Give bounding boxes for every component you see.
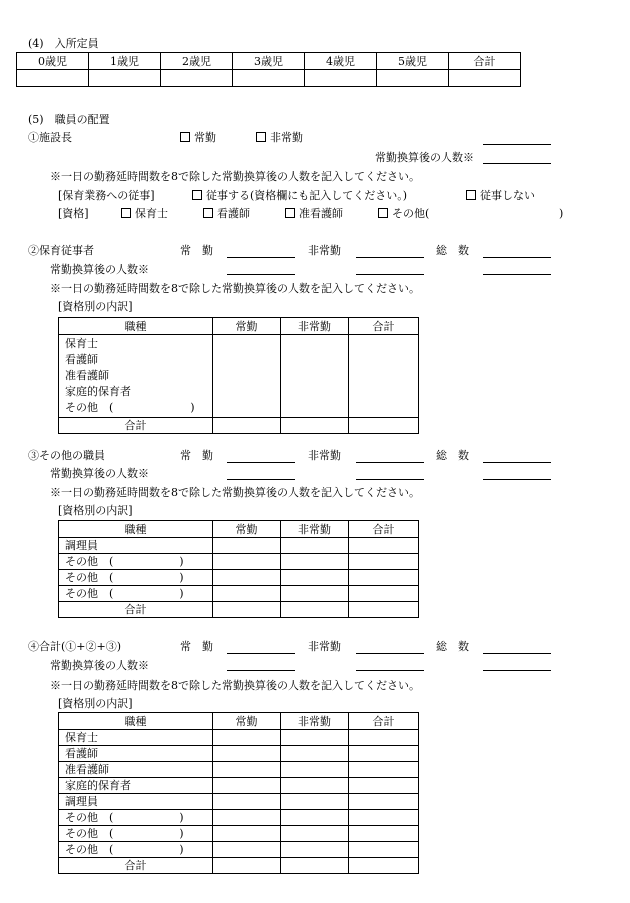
other-label: ③その他の職員 [28,449,105,462]
total-cell[interactable] [349,762,419,778]
sum-converted-total-field[interactable] [483,670,551,671]
table-row [59,730,419,746]
parttime-cell[interactable] [281,794,349,810]
total-row-label: 合計 [59,858,213,874]
job-name: 保育士 [59,730,213,746]
childcare-converted-parttime-field[interactable] [356,274,424,275]
fulltime-cell[interactable] [213,842,281,858]
capacity-col-2: 2歳児 [161,53,233,70]
other-converted-fulltime-field[interactable] [227,479,295,480]
col-total: 合計 [349,521,419,538]
parttime-cell[interactable] [281,842,349,858]
capacity-input-2[interactable] [161,70,233,87]
job-name: 看護師 [65,353,98,366]
childcare-note: ※一日の勤務延時間数を8で除した常勤換算後の人数を記入してください。 [50,282,420,295]
fulltime-cell[interactable] [213,762,281,778]
childcare-label: ②保育従事者 [28,244,94,257]
capacity-col-0: 0歳児 [17,53,89,70]
director-fulltime-option[interactable]: 常勤 [180,131,216,145]
job-name: 看護師 [59,746,213,762]
fulltime-cell[interactable] [213,730,281,746]
capacity-heading: (4) 入所定員 [28,37,99,50]
childcare-fulltime-field[interactable] [227,257,295,258]
childcare-fulltime-cell[interactable] [213,335,281,418]
table-header-row [59,521,419,538]
checkbox-icon[interactable] [466,190,476,200]
col-fulltime: 常勤 [213,713,281,730]
childcare-converted-fulltime-field[interactable] [227,274,295,275]
childcare-total-cell[interactable] [349,335,419,418]
fulltime-cell[interactable] [213,778,281,794]
sum-fulltime-label: 常 勤 [180,640,213,653]
fulltime-cell[interactable] [213,554,281,570]
director-converted-field[interactable] [483,163,551,164]
fulltime-cell[interactable] [213,570,281,586]
table-row [59,778,419,794]
parttime-cell[interactable] [281,538,349,554]
capacity-table [16,52,521,87]
parttime-cell[interactable] [281,762,349,778]
fulltime-cell[interactable] [213,746,281,762]
sum-converted-label: 常勤換算後の人数※ [50,659,149,672]
other-parttime-field[interactable] [356,462,424,463]
sum-converted-parttime-field[interactable] [356,670,424,671]
capacity-col-3: 3歳児 [233,53,305,70]
sum-total-field[interactable] [483,653,551,654]
table-row [59,842,419,858]
table-row [59,586,419,602]
capacity-col-total: 合計 [449,53,521,70]
sum-note: ※一日の勤務延時間数を8で除した常勤換算後の人数を記入してください。 [50,679,420,692]
checkbox-icon[interactable] [285,208,295,218]
sum-breakdown-label: [資格別の内訳] [58,697,133,710]
other-parttime-label: 非常勤 [308,449,341,462]
total-parttime-cell[interactable] [281,858,349,874]
director-converted-label: 常勤換算後の人数※ [375,151,474,164]
director-qual-label: [資格] [58,207,89,220]
fulltime-cell[interactable] [213,826,281,842]
total-cell[interactable] [349,826,419,842]
total-cell[interactable] [349,810,419,826]
childcare-total-label: 総 数 [436,244,469,257]
parttime-cell[interactable] [281,586,349,602]
table-header-row [59,713,419,730]
other-fulltime-label: 常 勤 [180,449,213,462]
total-total-cell[interactable] [349,602,419,618]
table-row [59,602,419,618]
total-total-cell[interactable] [349,418,419,434]
total-cell[interactable] [349,570,419,586]
parttime-cell[interactable] [281,826,349,842]
capacity-input-1[interactable] [89,70,161,87]
col-job: 職種 [59,713,213,730]
table-row [59,538,419,554]
total-total-cell[interactable] [349,858,419,874]
col-job: 職種 [59,521,213,538]
director-note: ※一日の勤務延時間数を8で除した常勤換算後の人数を記入してください。 [50,170,420,183]
job-name: 准看護師 [59,762,213,778]
total-fulltime-cell[interactable] [213,602,281,618]
director-label: ①施設長 [28,131,72,144]
checkbox-icon[interactable] [121,208,131,218]
parttime-cell[interactable] [281,746,349,762]
table-row [59,858,419,874]
capacity-input-row [17,70,521,87]
col-total: 合計 [349,318,419,335]
sum-converted-fulltime-field[interactable] [227,670,295,671]
total-fulltime-cell[interactable] [213,858,281,874]
job-name: 准看護師 [65,369,109,382]
job-name: 家庭的保育者 [65,385,131,398]
director-duty-yes-option[interactable]: 従事する(資格欄にも記入してください。) [192,189,407,203]
table-row [59,570,419,586]
childcare-job-list [59,335,213,418]
sum-parttime-field[interactable] [356,653,424,654]
job-name: 調理員 [59,794,213,810]
other-note: ※一日の勤務延時間数を8で除した常勤換算後の人数を記入してください。 [50,486,420,499]
checkbox-icon[interactable] [192,190,202,200]
other-converted-total-field[interactable] [483,479,551,480]
qual-option-other[interactable]: その他( [378,207,429,221]
total-cell[interactable] [349,730,419,746]
job-name: その他 ( ) [59,554,213,570]
total-cell[interactable] [349,842,419,858]
parttime-cell[interactable] [281,730,349,746]
parttime-cell[interactable] [281,810,349,826]
capacity-header-row [17,53,521,70]
qual-option-assistant-nurse[interactable]: 准看護師 [285,207,343,221]
total-cell[interactable] [349,794,419,810]
director-duty-no-option[interactable]: 従事しない [466,189,535,203]
table-row [59,554,419,570]
childcare-parttime-cell[interactable] [281,335,349,418]
table-row [59,794,419,810]
job-name: その他 ( ) [59,810,213,826]
fulltime-cell[interactable] [213,586,281,602]
total-parttime-cell[interactable] [281,602,349,618]
other-breakdown-label: [資格別の内訳] [58,504,133,517]
parttime-cell[interactable] [281,554,349,570]
childcare-breakdown-table [58,317,419,434]
capacity-input-5[interactable] [377,70,449,87]
director-count-field[interactable] [483,144,551,145]
checkbox-icon[interactable] [256,132,266,142]
parttime-cell[interactable] [281,570,349,586]
sum-breakdown-table [58,712,419,874]
capacity-input-total[interactable] [449,70,521,87]
childcare-breakdown-label: [資格別の内訳] [58,300,133,313]
job-name: その他 ( ) [59,570,213,586]
sum-total-label: 総 数 [436,640,469,653]
fulltime-cell[interactable] [213,810,281,826]
sum-fulltime-field[interactable] [227,653,295,654]
other-converted-label: 常勤換算後の人数※ [50,467,149,480]
checkbox-icon[interactable] [378,208,388,218]
other-fulltime-field[interactable] [227,462,295,463]
childcare-total-field[interactable] [483,257,551,258]
childcare-fulltime-label: 常 勤 [180,244,213,257]
childcare-converted-total-field[interactable] [483,274,551,275]
checkbox-icon[interactable] [180,132,190,142]
sum-parttime-label: 非常勤 [308,640,341,653]
capacity-col-4: 4歳児 [305,53,377,70]
job-name: その他 ( ) [59,826,213,842]
table-row [59,762,419,778]
capacity-input-4[interactable] [305,70,377,87]
other-total-field[interactable] [483,462,551,463]
total-cell[interactable] [349,554,419,570]
job-name: その他 ( ) [65,401,195,414]
job-name: その他 ( ) [59,586,213,602]
childcare-parttime-field[interactable] [356,257,424,258]
childcare-converted-label: 常勤換算後の人数※ [50,263,149,276]
job-name: その他 ( ) [59,842,213,858]
qual-option-nursery[interactable]: 保育士 [121,207,168,221]
parttime-cell[interactable] [281,778,349,794]
other-total-label: 総 数 [436,449,469,462]
sum-label: ④合計(①+②+③) [28,640,122,653]
col-parttime: 非常勤 [281,318,349,335]
director-parttime-option[interactable]: 非常勤 [256,131,303,145]
job-name: 調理員 [59,538,213,554]
col-fulltime: 常勤 [213,318,281,335]
col-parttime: 非常勤 [281,521,349,538]
qual-other-close: ) [559,207,564,220]
total-fulltime-cell[interactable] [213,418,281,434]
staffing-heading: (5) 職員の配置 [28,113,110,126]
total-row-label: 合計 [59,418,213,434]
fulltime-cell[interactable] [213,538,281,554]
director-duty-label: [保育業務への従事] [58,189,155,202]
col-job: 職種 [59,318,213,335]
total-parttime-cell[interactable] [281,418,349,434]
capacity-col-1: 1歳児 [89,53,161,70]
other-converted-parttime-field[interactable] [356,479,424,480]
table-row [59,418,419,434]
col-fulltime: 常勤 [213,521,281,538]
job-name: 保育士 [65,337,98,350]
total-cell[interactable] [349,586,419,602]
total-row-label: 合計 [59,602,213,618]
table-row [59,826,419,842]
total-cell[interactable] [349,778,419,794]
table-row [59,335,419,418]
capacity-input-0[interactable] [17,70,89,87]
table-row [59,746,419,762]
job-name: 家庭的保育者 [59,778,213,794]
qual-option-nurse[interactable]: 看護師 [203,207,250,221]
childcare-parttime-label: 非常勤 [308,244,341,257]
capacity-col-5: 5歳児 [377,53,449,70]
total-cell[interactable] [349,746,419,762]
checkbox-icon[interactable] [203,208,213,218]
fulltime-cell[interactable] [213,794,281,810]
col-total: 合計 [349,713,419,730]
capacity-input-3[interactable] [233,70,305,87]
other-breakdown-table [58,520,419,618]
table-header-row [59,318,419,335]
table-row [59,810,419,826]
col-parttime: 非常勤 [281,713,349,730]
total-cell[interactable] [349,538,419,554]
